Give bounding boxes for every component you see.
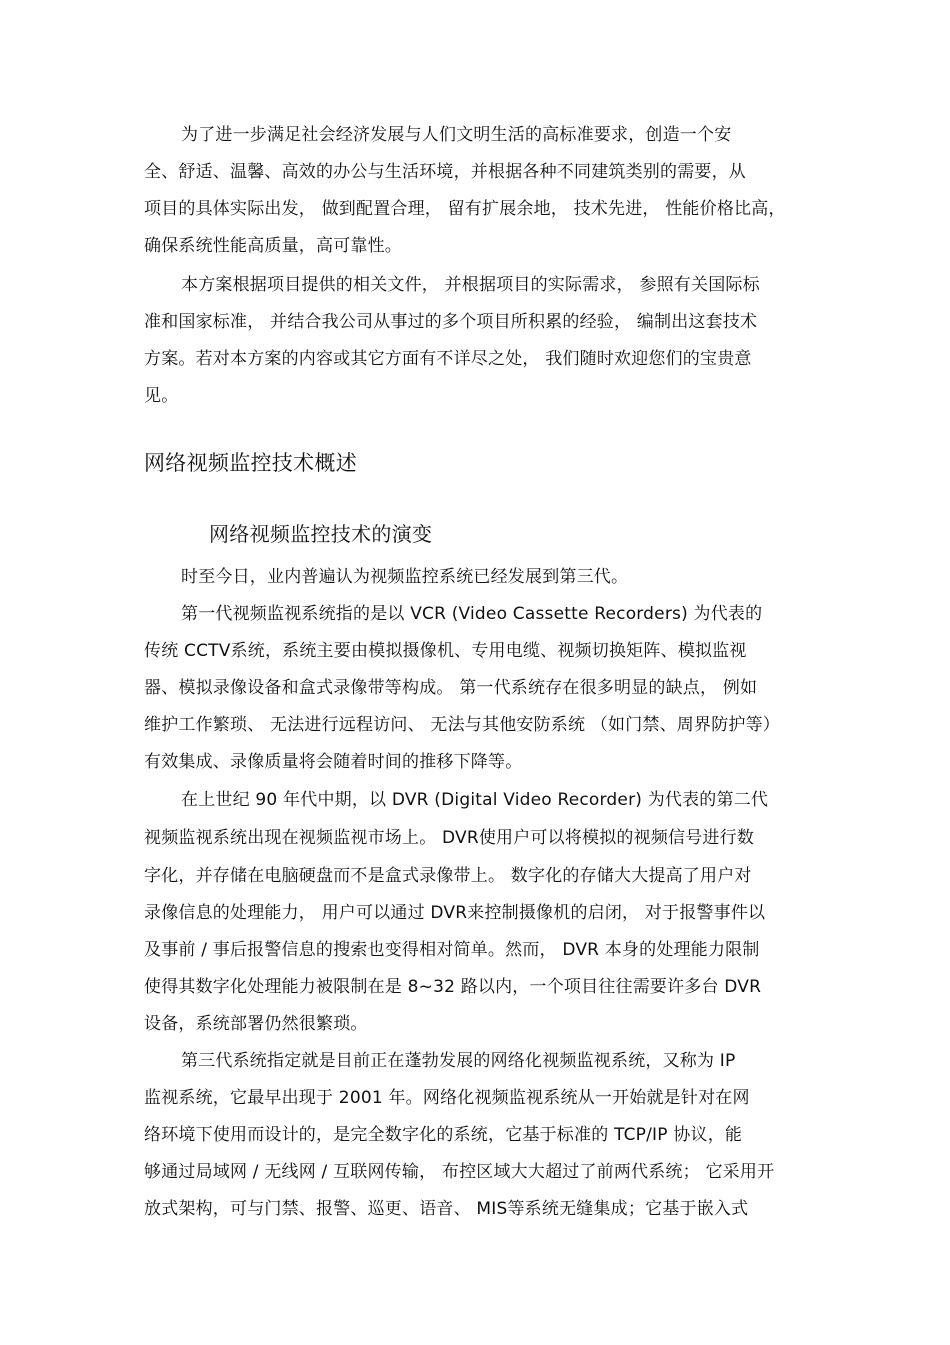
- intro-p2-line-3: 方案。若对本方案的内容或其它方面有不详尽之处， 我们随时欢迎您们的宝贵意: [144, 349, 752, 369]
- body-p2-line-4: 维护工作繁琐、 无法进行远程访问、 无法与其他安防系统 （如门禁、周界防护等）: [144, 715, 781, 735]
- body-p3-line-4: 录像信息的处理能力， 用户可以通过 DVR来控制摄像机的启闭， 对于报警事件以: [144, 903, 766, 923]
- body-p1-line-1: 时至今日，业内普遍认为视频监控系统已经发展到第三代。: [181, 567, 629, 587]
- intro-p2-line-1: 本方案根据项目提供的相关文件， 并根据项目的实际需求， 参照有关国际标: [181, 275, 760, 295]
- body-p2-line-1: 第一代视频监视系统指的是以 VCR (Video Cassette Recorders) 为代表的: [181, 604, 763, 624]
- subsection-title: 网络视频监控技术的演变: [209, 522, 433, 546]
- intro-p2-line-4: 见。: [144, 386, 179, 406]
- intro-p2-line-2: 准和国家标准， 并结合我公司从事过的多个项目所积累的经验， 编制出这套技术: [144, 312, 758, 332]
- body-p4-line-4: 够通过局域网 / 无线网 / 互联网传输， 布控区域大大超过了前两代系统； 它采用开: [144, 1162, 775, 1182]
- body-p3-line-1: 在上世纪 90 年代中期，以 DVR (Digital Video Recorder) 为代表的第二代: [181, 790, 769, 810]
- body-p2-line-2: 传统 CCTV系统，系统主要由模拟摄像机、专用电缆、视频切换矩阵、模拟监视: [144, 641, 747, 661]
- body-p3-line-2: 视频监视系统出现在视频监视市场上。 DVR使用户可以将模拟的视频信号进行数: [144, 828, 755, 848]
- body-p3-line-3: 字化，并存储在电脑硬盘而不是盒式录像带上。 数字化的存储大大提高了用户对: [144, 866, 752, 886]
- intro-p1-line-3: 项目的具体实际出发， 做到配置合理， 留有扩展余地， 技术先进， 性能价格比高，: [144, 199, 786, 219]
- intro-p1-line-2: 全、舒适、温馨、高效的办公与生活环境，并根据各种不同建筑类别的需要，从: [144, 162, 746, 182]
- body-p4-line-5: 放式架构，可与门禁、报警、巡更、语音、 MIS等系统无缝集成；它基于嵌入式: [144, 1199, 749, 1219]
- body-p2-line-3: 器、模拟录像设备和盒式录像带等构成。 第一代系统存在很多明显的缺点， 例如: [144, 678, 758, 698]
- body-p4-line-2: 监视系统，它最早出现于 2001 年。网络化视频监视系统从一开始就是针对在网: [144, 1088, 750, 1108]
- section-title: 网络视频监控技术概述: [144, 451, 357, 475]
- intro-p1-line-4: 确保系统性能高质量，高可靠性。: [144, 236, 402, 256]
- body-p2-line-5: 有效集成、录像质量将会随着时间的推移下降等。: [144, 752, 523, 772]
- body-p4-line-3: 络环境下使用而设计的，是完全数字化的系统，它基于标准的 TCP/IP 协议，能: [144, 1125, 743, 1145]
- body-p3-line-7: 设备，系统部署仍然很繁琐。: [144, 1014, 368, 1034]
- body-p4-line-1: 第三代系统指定就是目前正在蓬勃发展的网络化视频监视系统，又称为 IP: [181, 1051, 736, 1071]
- body-p3-line-6: 使得其数字化处理能力被限制在是 8~32 路以内，一个项目往往需要许多台 DVR: [144, 977, 762, 997]
- intro-p1-line-1: 为了进一步满足社会经济发展与人们文明生活的高标准要求，创造一个安: [181, 125, 732, 145]
- body-p3-line-5: 及事前 / 事后报警信息的搜索也变得相对简单。然而， DVR 本身的处理能力限制: [144, 940, 760, 960]
